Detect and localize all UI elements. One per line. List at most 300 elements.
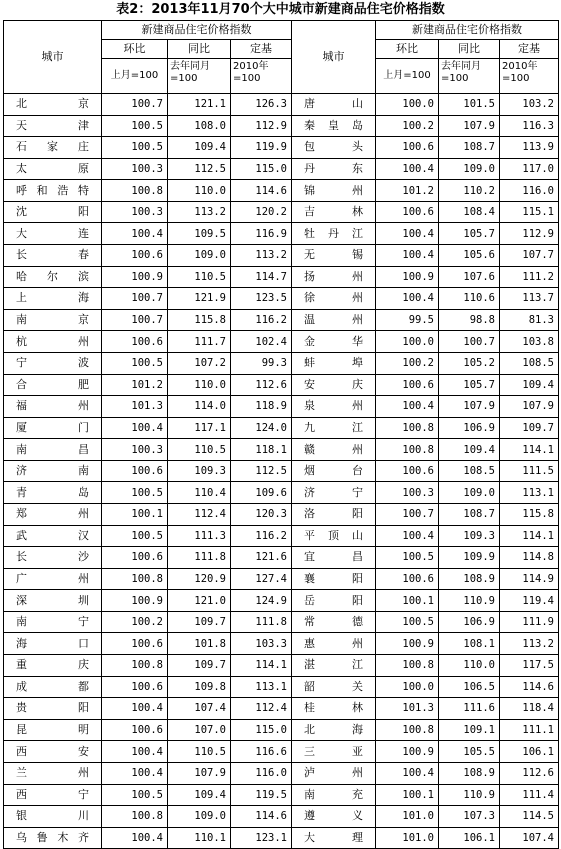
fixed-right-cell: 113.1 — [500, 482, 559, 504]
table-row — [4, 331, 559, 353]
fixed-right-cell: 112.6 — [500, 762, 559, 784]
fixed-left-cell: 102.4 — [231, 331, 292, 353]
yoy-right-cell: 109.3 — [439, 525, 500, 547]
city-left-cell: 南 京 — [4, 309, 102, 331]
city-right-cell: 韶 关 — [292, 676, 376, 698]
mom-header-right: 环比 — [376, 40, 439, 59]
yoy-right-cell: 101.5 — [439, 94, 500, 116]
city-right-cell: 锦 州 — [292, 180, 376, 202]
table-row — [4, 288, 559, 310]
fixed-left-cell: 114.6 — [231, 806, 292, 828]
yoy-right-cell: 100.7 — [439, 331, 500, 353]
city-right-cell: 常 德 — [292, 611, 376, 633]
yoy-left-cell: 114.0 — [168, 396, 231, 418]
fixed-left-cell: 118.9 — [231, 396, 292, 418]
mom-left-cell: 100.6 — [102, 719, 168, 741]
city-right-cell: 金 华 — [292, 331, 376, 353]
yoy-left-cell: 111.3 — [168, 525, 231, 547]
yoy-left-cell: 111.8 — [168, 547, 231, 569]
price-index-table — [3, 20, 559, 849]
yoy-left-cell: 107.2 — [168, 352, 231, 374]
fixed-right-cell: 118.4 — [500, 698, 559, 720]
table-row — [4, 482, 559, 504]
mom-left-cell: 100.6 — [102, 331, 168, 353]
mom-base-left: 上月=100 — [102, 59, 168, 94]
mom-left-cell: 100.8 — [102, 806, 168, 828]
yoy-right-cell: 108.9 — [439, 762, 500, 784]
mom-right-cell: 100.1 — [376, 784, 439, 806]
fixed-left-cell: 116.2 — [231, 525, 292, 547]
fixed-left-cell: 99.3 — [231, 352, 292, 374]
city-left-cell: 青 岛 — [4, 482, 102, 504]
fixed-right-cell: 111.4 — [500, 784, 559, 806]
city-right-cell: 洛 阳 — [292, 503, 376, 525]
table-row — [4, 547, 559, 569]
yoy-left-cell: 110.1 — [168, 827, 231, 849]
fixed-left-cell: 123.1 — [231, 827, 292, 849]
yoy-right-cell: 109.1 — [439, 719, 500, 741]
mom-left-cell: 100.4 — [102, 417, 168, 439]
fixed-left-cell: 115.0 — [231, 719, 292, 741]
mom-left-cell: 100.8 — [102, 568, 168, 590]
city-right-cell: 遵 义 — [292, 806, 376, 828]
mom-right-cell: 101.0 — [376, 827, 439, 849]
yoy-left-cell: 121.9 — [168, 288, 231, 310]
fixed-right-cell: 81.3 — [500, 309, 559, 331]
city-left-cell: 长 沙 — [4, 547, 102, 569]
yoy-right-cell: 98.8 — [439, 309, 500, 331]
mom-right-cell: 100.5 — [376, 547, 439, 569]
city-left-cell: 南 宁 — [4, 611, 102, 633]
mom-left-cell: 100.4 — [102, 698, 168, 720]
city-right-cell: 唐 山 — [292, 94, 376, 116]
yoy-right-cell: 107.9 — [439, 396, 500, 418]
mom-right-cell: 100.6 — [376, 201, 439, 223]
yoy-right-cell: 108.5 — [439, 460, 500, 482]
fixed-right-cell: 108.5 — [500, 352, 559, 374]
city-left-cell: 深 圳 — [4, 590, 102, 612]
yoy-header-left: 同比 — [168, 40, 231, 59]
mom-left-cell: 100.4 — [102, 827, 168, 849]
fixed-left-cell: 111.8 — [231, 611, 292, 633]
mom-right-cell: 101.0 — [376, 806, 439, 828]
fixed-right-cell: 117.0 — [500, 158, 559, 180]
mom-right-cell: 100.6 — [376, 137, 439, 159]
city-left-cell: 乌鲁木齐 — [4, 827, 102, 849]
city-right-cell: 湛 江 — [292, 655, 376, 677]
city-right-cell: 大 理 — [292, 827, 376, 849]
yoy-right-cell: 106.1 — [439, 827, 500, 849]
mom-left-cell: 100.6 — [102, 547, 168, 569]
fixed-left-cell: 112.6 — [231, 374, 292, 396]
mom-right-cell: 100.8 — [376, 439, 439, 461]
fixed-right-cell: 103.2 — [500, 94, 559, 116]
mom-base-right: 上月=100 — [376, 59, 439, 94]
mom-right-cell: 100.4 — [376, 525, 439, 547]
yoy-right-cell: 107.6 — [439, 266, 500, 288]
fixed-right-cell: 106.1 — [500, 741, 559, 763]
city-right-cell: 扬 州 — [292, 266, 376, 288]
mom-right-cell: 100.4 — [376, 245, 439, 267]
mom-left-cell: 100.5 — [102, 137, 168, 159]
table-row — [4, 94, 559, 116]
yoy-left-cell: 109.4 — [168, 137, 231, 159]
yoy-right-cell: 110.2 — [439, 180, 500, 202]
city-left-cell: 宁 波 — [4, 352, 102, 374]
yoy-left-cell: 110.5 — [168, 439, 231, 461]
table-row — [4, 676, 559, 698]
fixed-left-cell: 123.5 — [231, 288, 292, 310]
fixed-left-cell: 112.9 — [231, 115, 292, 137]
yoy-right-cell: 108.1 — [439, 633, 500, 655]
mom-right-cell: 100.8 — [376, 655, 439, 677]
yoy-right-cell: 111.6 — [439, 698, 500, 720]
fixed-left-cell: 113.2 — [231, 245, 292, 267]
table-title: 表2：2013年11月70个大中城市新建商品住宅价格指数 — [116, 2, 445, 17]
mom-right-cell: 100.1 — [376, 590, 439, 612]
yoy-header-right: 同比 — [439, 40, 500, 59]
yoy-left-cell: 110.0 — [168, 180, 231, 202]
mom-left-cell: 100.4 — [102, 223, 168, 245]
city-left-cell: 上 海 — [4, 288, 102, 310]
fixed-right-cell: 113.2 — [500, 633, 559, 655]
mom-left-cell: 100.6 — [102, 245, 168, 267]
yoy-right-cell: 110.9 — [439, 590, 500, 612]
mom-right-cell: 100.4 — [376, 158, 439, 180]
yoy-left-cell: 110.5 — [168, 266, 231, 288]
city-right-cell: 丹 东 — [292, 158, 376, 180]
yoy-left-cell: 109.8 — [168, 676, 231, 698]
city-right-cell: 南 充 — [292, 784, 376, 806]
fixed-left-cell: 119.9 — [231, 137, 292, 159]
yoy-right-cell: 108.7 — [439, 503, 500, 525]
fixed-left-cell: 126.3 — [231, 94, 292, 116]
table-row — [4, 460, 559, 482]
yoy-right-cell: 106.9 — [439, 417, 500, 439]
yoy-left-cell: 110.5 — [168, 741, 231, 763]
fixed-left-cell: 103.3 — [231, 633, 292, 655]
fixed-left-cell: 113.1 — [231, 676, 292, 698]
mom-left-cell: 100.7 — [102, 288, 168, 310]
yoy-left-cell: 110.4 — [168, 482, 231, 504]
yoy-right-cell: 107.9 — [439, 115, 500, 137]
city-left-cell: 石家庄 — [4, 137, 102, 159]
yoy-right-cell: 105.7 — [439, 374, 500, 396]
table-row — [4, 158, 559, 180]
fixed-right-cell: 117.5 — [500, 655, 559, 677]
table-row — [4, 201, 559, 223]
mom-left-cell: 101.3 — [102, 396, 168, 418]
yoy-left-cell: 121.0 — [168, 590, 231, 612]
table-row — [4, 309, 559, 331]
fixed-left-cell: 116.2 — [231, 309, 292, 331]
city-right-cell: 济 宁 — [292, 482, 376, 504]
city-left-cell: 南 昌 — [4, 439, 102, 461]
table-row — [4, 396, 559, 418]
mom-right-cell: 100.8 — [376, 719, 439, 741]
city-right-cell: 秦皇岛 — [292, 115, 376, 137]
yoy-right-cell: 109.9 — [439, 547, 500, 569]
fixed-right-cell: 111.9 — [500, 611, 559, 633]
city-right-cell: 平顶山 — [292, 525, 376, 547]
mom-left-cell: 100.3 — [102, 158, 168, 180]
table-row — [4, 223, 559, 245]
yoy-left-cell: 112.5 — [168, 158, 231, 180]
city-right-cell: 烟 台 — [292, 460, 376, 482]
yoy-left-cell: 115.8 — [168, 309, 231, 331]
fixed-left-cell: 114.7 — [231, 266, 292, 288]
city-left-cell: 银 川 — [4, 806, 102, 828]
yoy-right-cell: 110.9 — [439, 784, 500, 806]
mom-right-cell: 100.0 — [376, 331, 439, 353]
city-right-cell: 温 州 — [292, 309, 376, 331]
city-left-cell: 沈 阳 — [4, 201, 102, 223]
yoy-left-cell: 109.0 — [168, 245, 231, 267]
fixed-left-cell: 124.0 — [231, 417, 292, 439]
mom-left-cell: 100.6 — [102, 676, 168, 698]
city-left-cell: 昆 明 — [4, 719, 102, 741]
fixed-left-cell: 127.4 — [231, 568, 292, 590]
city-right-cell: 安 庆 — [292, 374, 376, 396]
mom-right-cell: 100.5 — [376, 611, 439, 633]
fixed-left-cell: 114.6 — [231, 180, 292, 202]
fixed-right-cell: 111.1 — [500, 719, 559, 741]
yoy-right-cell: 105.6 — [439, 245, 500, 267]
city-left-cell: 广 州 — [4, 568, 102, 590]
table-body — [4, 94, 559, 849]
fixed-right-cell: 109.4 — [500, 374, 559, 396]
fixed-base-right: 2010年=100 — [500, 59, 559, 94]
mom-left-cell: 100.3 — [102, 201, 168, 223]
mom-right-cell: 100.0 — [376, 94, 439, 116]
mom-left-cell: 100.5 — [102, 784, 168, 806]
table-row — [4, 719, 559, 741]
mom-left-cell: 100.7 — [102, 309, 168, 331]
city-left-cell: 合 肥 — [4, 374, 102, 396]
mom-header-left: 环比 — [102, 40, 168, 59]
city-right-cell: 吉 林 — [292, 201, 376, 223]
yoy-left-cell: 108.0 — [168, 115, 231, 137]
fixed-left-cell: 112.4 — [231, 698, 292, 720]
fixed-right-cell: 111.5 — [500, 460, 559, 482]
table-row — [4, 137, 559, 159]
city-right-cell: 惠 州 — [292, 633, 376, 655]
table-row — [4, 266, 559, 288]
yoy-left-cell: 113.2 — [168, 201, 231, 223]
yoy-left-cell: 101.8 — [168, 633, 231, 655]
mom-right-cell: 100.4 — [376, 396, 439, 418]
fixed-header-right: 定基 — [500, 40, 559, 59]
city-right-cell: 徐 州 — [292, 288, 376, 310]
city-left-cell: 西 安 — [4, 741, 102, 763]
group-header-right: 新建商品住宅价格指数 — [376, 21, 559, 40]
yoy-left-cell: 107.4 — [168, 698, 231, 720]
yoy-left-cell: 111.7 — [168, 331, 231, 353]
fixed-header-left: 定基 — [231, 40, 292, 59]
city-right-cell: 泸 州 — [292, 762, 376, 784]
mom-left-cell: 100.8 — [102, 655, 168, 677]
table-header — [4, 21, 559, 94]
yoy-right-cell: 105.7 — [439, 223, 500, 245]
city-right-cell: 牡丹江 — [292, 223, 376, 245]
city-left-cell: 呼和浩特 — [4, 180, 102, 202]
mom-right-cell: 100.6 — [376, 374, 439, 396]
fixed-right-cell: 113.7 — [500, 288, 559, 310]
city-right-cell: 襄 阳 — [292, 568, 376, 590]
fixed-left-cell: 120.3 — [231, 503, 292, 525]
mom-right-cell: 100.9 — [376, 633, 439, 655]
city-right-cell: 桂 林 — [292, 698, 376, 720]
table-row — [4, 525, 559, 547]
city-left-cell: 济 南 — [4, 460, 102, 482]
mom-right-cell: 100.9 — [376, 741, 439, 763]
yoy-left-cell: 109.7 — [168, 655, 231, 677]
mom-left-cell: 100.8 — [102, 180, 168, 202]
table-row — [4, 115, 559, 137]
city-right-cell: 九 江 — [292, 417, 376, 439]
mom-left-cell: 100.5 — [102, 352, 168, 374]
city-right-cell: 蚌 埠 — [292, 352, 376, 374]
fixed-right-cell: 107.4 — [500, 827, 559, 849]
mom-right-cell: 99.5 — [376, 309, 439, 331]
mom-left-cell: 100.9 — [102, 590, 168, 612]
mom-left-cell: 100.4 — [102, 762, 168, 784]
city-right-cell: 无 锡 — [292, 245, 376, 267]
fixed-right-cell: 112.9 — [500, 223, 559, 245]
fixed-left-cell: 115.0 — [231, 158, 292, 180]
city-header-right: 城市 — [292, 21, 376, 94]
fixed-right-cell: 115.1 — [500, 201, 559, 223]
fixed-right-cell: 115.8 — [500, 503, 559, 525]
mom-left-cell: 100.1 — [102, 503, 168, 525]
yoy-right-cell: 108.4 — [439, 201, 500, 223]
fixed-right-cell: 111.2 — [500, 266, 559, 288]
table-row — [4, 503, 559, 525]
mom-right-cell: 100.3 — [376, 482, 439, 504]
fixed-right-cell: 114.6 — [500, 676, 559, 698]
yoy-left-cell: 112.4 — [168, 503, 231, 525]
mom-left-cell: 101.2 — [102, 374, 168, 396]
fixed-right-cell: 109.7 — [500, 417, 559, 439]
yoy-left-cell: 117.1 — [168, 417, 231, 439]
fixed-left-cell: 116.0 — [231, 762, 292, 784]
yoy-left-cell: 109.4 — [168, 784, 231, 806]
fixed-left-cell: 120.2 — [231, 201, 292, 223]
fixed-right-cell: 114.1 — [500, 439, 559, 461]
city-left-cell: 太 原 — [4, 158, 102, 180]
yoy-right-cell: 110.0 — [439, 655, 500, 677]
fixed-right-cell: 114.8 — [500, 547, 559, 569]
city-right-cell: 泉 州 — [292, 396, 376, 418]
table-row — [4, 352, 559, 374]
mom-right-cell: 100.9 — [376, 266, 439, 288]
yoy-right-cell: 107.3 — [439, 806, 500, 828]
mom-left-cell: 100.6 — [102, 633, 168, 655]
city-left-cell: 海 口 — [4, 633, 102, 655]
table-row — [4, 784, 559, 806]
table-row — [4, 180, 559, 202]
city-left-cell: 大 连 — [4, 223, 102, 245]
city-right-cell: 赣 州 — [292, 439, 376, 461]
group-header-left: 新建商品住宅价格指数 — [102, 21, 292, 40]
fixed-left-cell: 109.6 — [231, 482, 292, 504]
fixed-right-cell: 114.9 — [500, 568, 559, 590]
yoy-right-cell: 108.9 — [439, 568, 500, 590]
city-left-cell: 武 汉 — [4, 525, 102, 547]
city-left-cell: 兰 州 — [4, 762, 102, 784]
mom-right-cell: 100.0 — [376, 676, 439, 698]
mom-left-cell: 100.3 — [102, 439, 168, 461]
table-row — [4, 590, 559, 612]
table-row — [4, 568, 559, 590]
yoy-right-cell: 109.4 — [439, 439, 500, 461]
mom-left-cell: 100.5 — [102, 115, 168, 137]
city-left-cell: 天 津 — [4, 115, 102, 137]
fixed-left-cell: 118.1 — [231, 439, 292, 461]
yoy-base-right: 去年同月=100 — [439, 59, 500, 94]
yoy-left-cell: 120.9 — [168, 568, 231, 590]
yoy-right-cell: 109.0 — [439, 158, 500, 180]
city-left-cell: 长 春 — [4, 245, 102, 267]
city-left-cell: 郑 州 — [4, 503, 102, 525]
fixed-left-cell: 124.9 — [231, 590, 292, 612]
fixed-left-cell: 116.6 — [231, 741, 292, 763]
mom-right-cell: 100.6 — [376, 460, 439, 482]
yoy-left-cell: 107.9 — [168, 762, 231, 784]
city-right-cell: 三 亚 — [292, 741, 376, 763]
fixed-left-cell: 112.5 — [231, 460, 292, 482]
city-right-cell: 包 头 — [292, 137, 376, 159]
table-row — [4, 633, 559, 655]
fixed-left-cell: 116.9 — [231, 223, 292, 245]
mom-right-cell: 100.2 — [376, 352, 439, 374]
yoy-left-cell: 109.7 — [168, 611, 231, 633]
fixed-right-cell: 116.0 — [500, 180, 559, 202]
table-row — [4, 741, 559, 763]
mom-right-cell: 100.7 — [376, 503, 439, 525]
fixed-right-cell: 107.7 — [500, 245, 559, 267]
city-left-cell: 哈尔滨 — [4, 266, 102, 288]
mom-right-cell: 101.3 — [376, 698, 439, 720]
mom-left-cell: 100.2 — [102, 611, 168, 633]
yoy-right-cell: 106.9 — [439, 611, 500, 633]
fixed-right-cell: 107.9 — [500, 396, 559, 418]
yoy-right-cell: 105.5 — [439, 741, 500, 763]
city-left-cell: 西 宁 — [4, 784, 102, 806]
mom-left-cell: 100.5 — [102, 525, 168, 547]
city-right-cell: 宜 昌 — [292, 547, 376, 569]
mom-right-cell: 100.2 — [376, 115, 439, 137]
yoy-left-cell: 110.0 — [168, 374, 231, 396]
mom-left-cell: 100.4 — [102, 741, 168, 763]
yoy-base-left: 去年同月=100 — [168, 59, 231, 94]
mom-right-cell: 100.6 — [376, 568, 439, 590]
yoy-left-cell: 109.3 — [168, 460, 231, 482]
city-left-cell: 贵 阳 — [4, 698, 102, 720]
mom-left-cell: 100.7 — [102, 94, 168, 116]
fixed-right-cell: 116.3 — [500, 115, 559, 137]
mom-left-cell: 100.5 — [102, 482, 168, 504]
city-left-cell: 福 州 — [4, 396, 102, 418]
mom-left-cell: 100.9 — [102, 266, 168, 288]
city-header-left: 城市 — [4, 21, 102, 94]
fixed-right-cell: 103.8 — [500, 331, 559, 353]
fixed-left-cell: 121.6 — [231, 547, 292, 569]
fixed-right-cell: 114.1 — [500, 525, 559, 547]
mom-left-cell: 100.6 — [102, 460, 168, 482]
yoy-right-cell: 110.6 — [439, 288, 500, 310]
yoy-left-cell: 107.0 — [168, 719, 231, 741]
